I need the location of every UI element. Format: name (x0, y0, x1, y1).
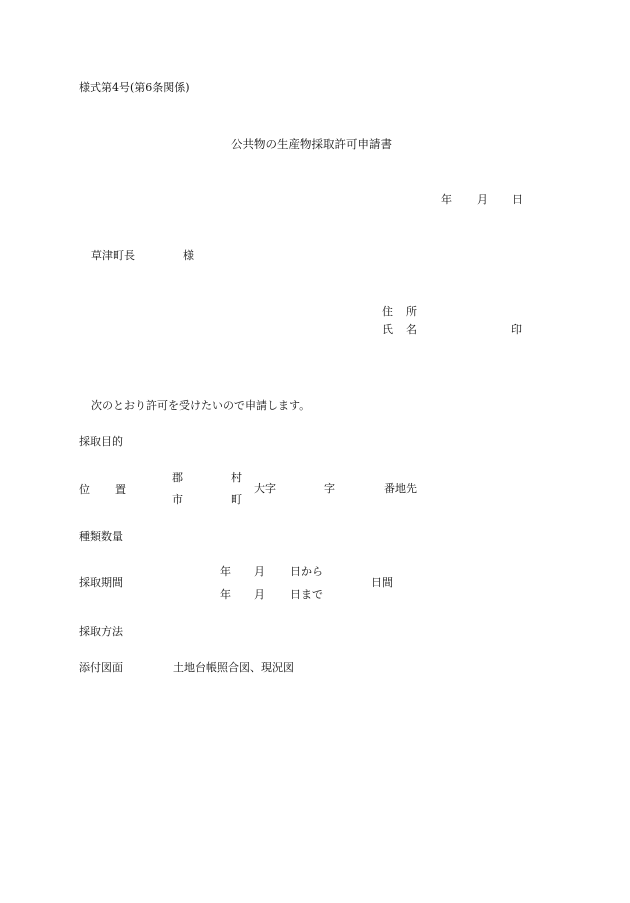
attachments-value: 土地台帳照合図、現況図 (173, 661, 294, 674)
period-from-month: 月 (254, 565, 265, 578)
location-oaza: 大字 (254, 482, 276, 495)
location-mura: 村 (231, 471, 242, 484)
method-label: 採取方法 (79, 625, 123, 638)
period-from-day: 日から (290, 565, 323, 578)
period-from-year: 年 (220, 565, 231, 578)
location-aza: 字 (324, 482, 335, 495)
location-gun: 郡 (172, 471, 183, 484)
form-title: 公共物の生産物採取許可申請書 (231, 137, 392, 151)
purpose-label: 採取目的 (79, 435, 123, 448)
address-label-1: 住 (382, 305, 393, 318)
period-label: 採取期間 (79, 576, 123, 589)
date-month: 月 (477, 193, 488, 206)
period-to-year: 年 (220, 588, 231, 601)
location-banchi: 番地先 (384, 482, 417, 495)
address-label-2: 所 (406, 305, 417, 318)
location-label-1: 位 (79, 483, 90, 496)
addressee-name: 草津町長 (91, 249, 135, 262)
location-machi: 町 (231, 493, 242, 506)
attachments-label: 添付図面 (79, 661, 123, 674)
date-day: 日 (512, 193, 523, 206)
period-days: 日間 (371, 576, 393, 589)
period-to-day: 日まで (290, 588, 323, 601)
statement-text: 次のとおり許可を受けたいので申請します。 (91, 399, 311, 412)
date-year: 年 (441, 193, 452, 206)
name-label-2: 名 (406, 323, 417, 336)
period-to-month: 月 (254, 588, 265, 601)
kind-quantity-label: 種類数量 (79, 530, 123, 543)
addressee-honorific: 様 (183, 249, 194, 262)
name-label-1: 氏 (382, 323, 393, 336)
location-shi: 市 (172, 493, 183, 506)
location-label-2: 置 (115, 483, 126, 496)
form-number: 様式第4号(第6条関係) (79, 81, 190, 94)
seal-mark: 印 (511, 323, 522, 336)
